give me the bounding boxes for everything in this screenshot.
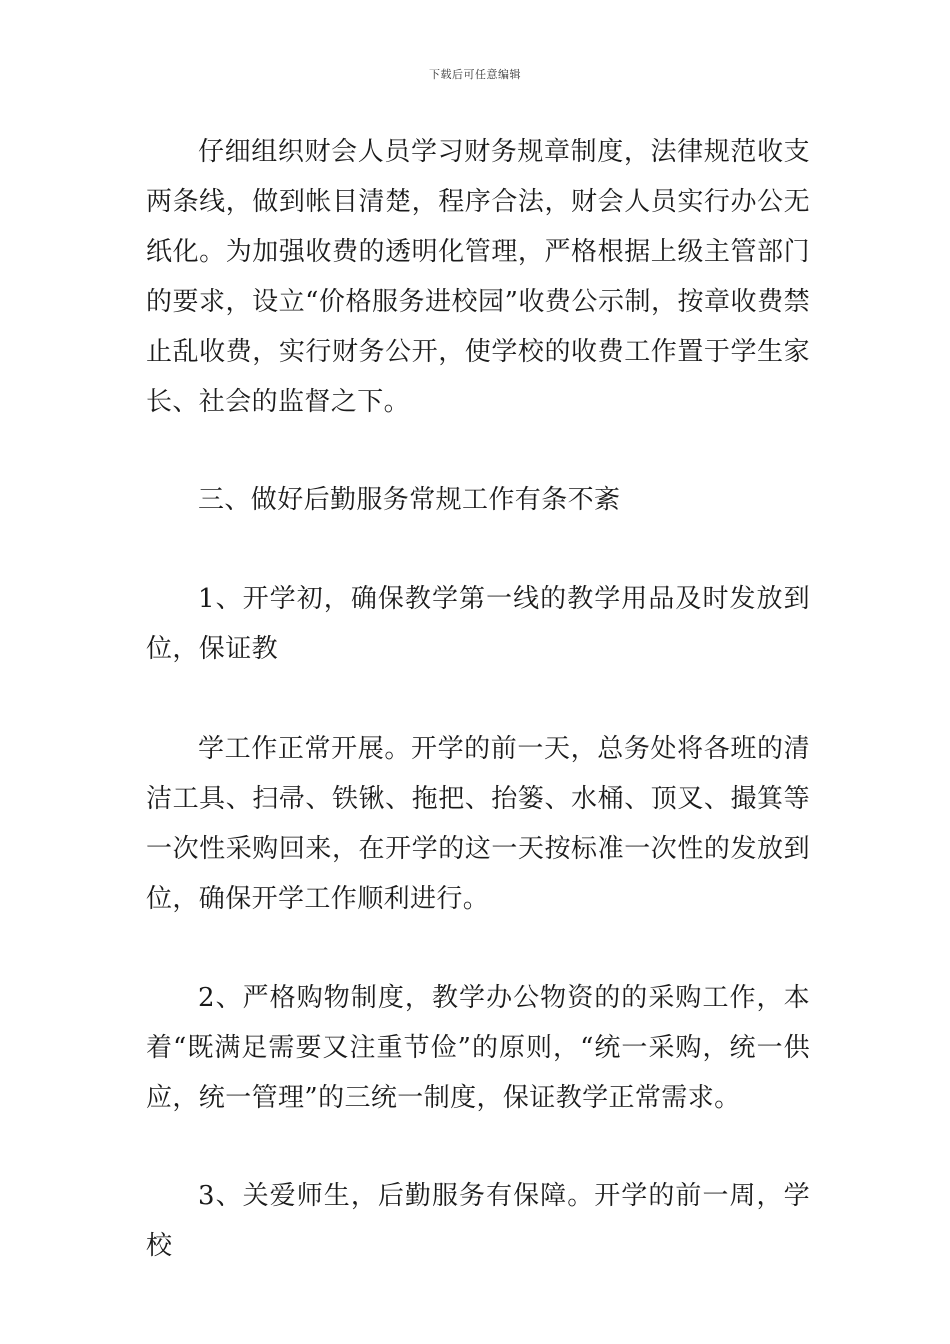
paragraph-item-2-procurement: 2、严格购物制度，教学办公物资的的采购工作，本着“既满足需要又注重节俭”的原则，“统一采购，统一供应，统一管理”的三统一制度，保证教学正常需求。 (146, 983, 810, 1113)
section-heading-logistics: 三、做好后勤服务常规工作有条不紊 (198, 485, 621, 515)
paragraph-item-1-start: 1、开学初，确保教学第一线的教学用品及时发放到位，保证教 (146, 584, 810, 664)
paragraph-finance-rules: 仔细组织财会人员学习财务规章制度，法律规范收支两条线，做到帐目清楚，程序合法，财会人员实行办公无纸化。为加强收费的透明化管理，严格根据上级主管部门的要求，设立“价格服务进校园”收费公示制，按章收费禁止乱收费，实行财务公开，使学校的收费工作置于学生家长、社会的监督之下。 (146, 137, 810, 417)
paragraph-item-3-care: 3、关爱师生，后勤服务有保障。开学的前一周，学校 (146, 1181, 810, 1261)
paragraph-item-1-continued: 学工作正常开展。开学的前一天，总务处将各班的清洁工具、扫帚、铁锹、拖把、抬篓、水桶、顶叉、撮箕等一次性采购回来，在开学的这一天按标准一次性的发放到位，确保开学工作顺利进行。 (146, 734, 810, 914)
page-header-note: 下载后可任意编辑 (429, 68, 521, 81)
